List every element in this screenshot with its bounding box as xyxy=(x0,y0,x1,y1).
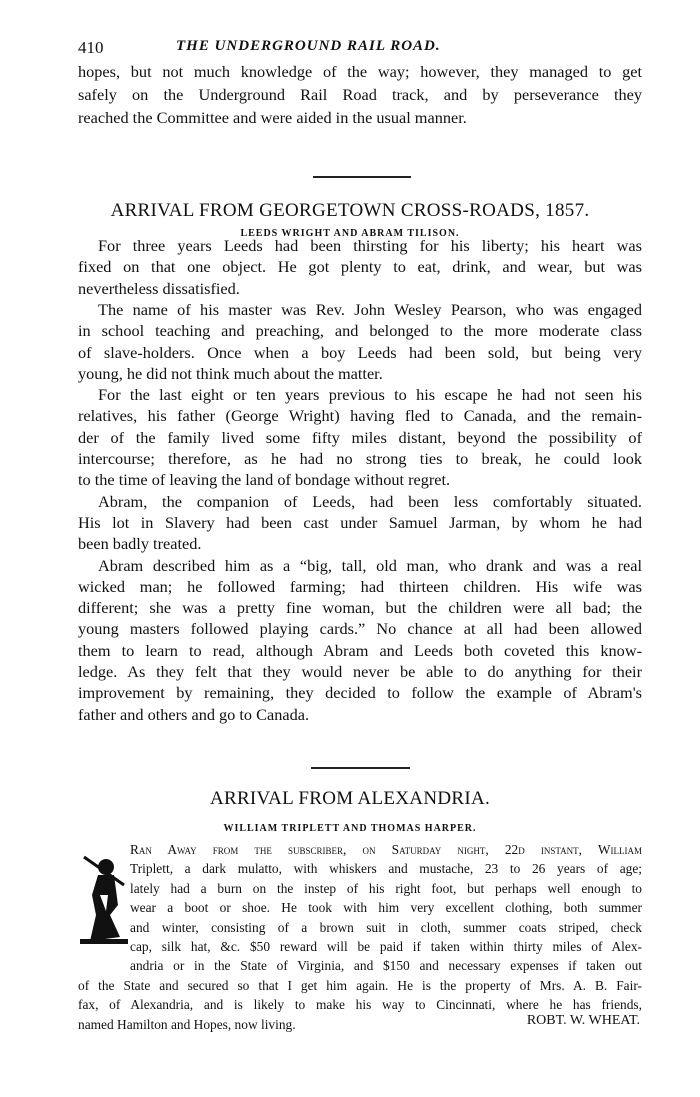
text-line: Abram described him as a “big, tall, old man, who drank and was a real xyxy=(98,555,642,575)
text-line: lately had a burn on the instep of his right foot, but perhaps well enough to xyxy=(130,880,642,896)
text-line: father and others and go to Canada. xyxy=(78,704,310,724)
text-line: of slave-holders. Once when a boy Leeds had been sold, but being very xyxy=(78,342,642,362)
text-line: and winter, consisting of a brown suit in cloth, summer coats striped, check xyxy=(130,919,642,935)
text-line: cap, silk hat, &c. $50 reward will be paid if taken within thirty miles of Alex- xyxy=(130,939,642,954)
ad-signature: ROBT. W. WHEAT. xyxy=(526,1013,640,1028)
text-line: improvement by remaining, they decided to follow the example of Abram's xyxy=(78,683,642,703)
text-line: reached the Committee and were aided in the usual manner. xyxy=(78,108,467,127)
text-line: Ran Away from the subscriber, on Saturday night, 22d instant, William xyxy=(130,842,642,857)
text-line: Abram, the companion of Leeds, had been less comfortably situated. xyxy=(98,491,642,511)
text-line: ledge. As they felt that they would never be able to do anything for their xyxy=(78,662,642,681)
text-line: to the time of leaving the land of bondage without regret. xyxy=(78,470,451,490)
running-title: THE UNDERGROUND RAIL ROAD. xyxy=(176,38,441,54)
text-line: safely on the Underground Rail Road track, and by perseverance they xyxy=(78,85,642,104)
text-line: different; she was a pretty fine woman, but the children were all bad; the xyxy=(78,598,642,618)
text-line: For three years Leeds had been thirsting for his liberty; his heart was xyxy=(98,236,642,255)
text-line: been badly treated. xyxy=(78,534,202,554)
text-line: His lot in Slavery had been cast under Samuel Jarman, by whom he had xyxy=(78,512,642,532)
text-line: Triplett, a dark mulatto, with whiskers and mustache, 23 to 26 years of age; xyxy=(130,861,642,877)
text-line: relatives, his father (George Wright) having fled to Canada, and the remain- xyxy=(78,406,642,426)
section-heading: ARRIVAL FROM ALEXANDRIA. xyxy=(209,788,491,809)
text-line: der of the family lived some fifty miles distant, beyond the possibility of xyxy=(78,427,642,447)
text-line: fax, of Alexandria, and is likely to make his way to Cincinnati, where he has friends, xyxy=(78,997,642,1013)
runaway-figure-icon xyxy=(80,855,128,945)
text-line: of the State and secured so that I get him again. He is the property of Mrs. A. B. Fair- xyxy=(78,977,642,993)
text-line: hopes, but not much knowledge of the way; however, they managed to get xyxy=(78,62,642,81)
divider xyxy=(311,767,410,769)
text-line: intercourse; therefore, as he had no strong ties to break, he could look xyxy=(78,449,642,468)
divider xyxy=(313,176,411,178)
text-line: named Hamilton and Hopes, now living. xyxy=(78,1016,296,1032)
text-line: The name of his master was Rev. John Wesley Pearson, who was engaged xyxy=(98,299,642,319)
text-line: young, he did not think much about the matter. xyxy=(78,363,383,383)
text-line: them to learn to read, although Abram and Leeds both coveted this know- xyxy=(78,640,642,660)
page-number: 410 xyxy=(78,38,104,57)
text-line: wear a boot or shoe. He took with him very excellent clothing, both summer xyxy=(130,900,642,916)
text-line: wicked man; he followed farming; had thirteen children. His wife was xyxy=(78,576,642,596)
section-heading: ARRIVAL FROM GEORGETOWN CROSS-ROADS, 1857. xyxy=(110,200,590,221)
text-line: andria or in the State of Virginia, and $150 and necessary expenses if taken out xyxy=(130,958,642,974)
text-line: nevertheless dissatisfied. xyxy=(78,278,240,298)
text-line: fixed on that one object. He got plenty to eat, drink, and wear, but was xyxy=(78,257,642,277)
text-line: in school teaching and preaching, and belonged to the more moderate class xyxy=(78,321,642,341)
section-subheading: WILLIAM TRIPLETT AND THOMAS HARPER. xyxy=(223,823,477,834)
text-line: young masters followed playing cards.” No chance at all had been allowed xyxy=(78,619,642,639)
section-subheading: LEEDS WRIGHT AND ABRAM TILISON. xyxy=(240,228,460,239)
text-line: For the last eight or ten years previous to his escape he had not seen his xyxy=(98,385,642,405)
